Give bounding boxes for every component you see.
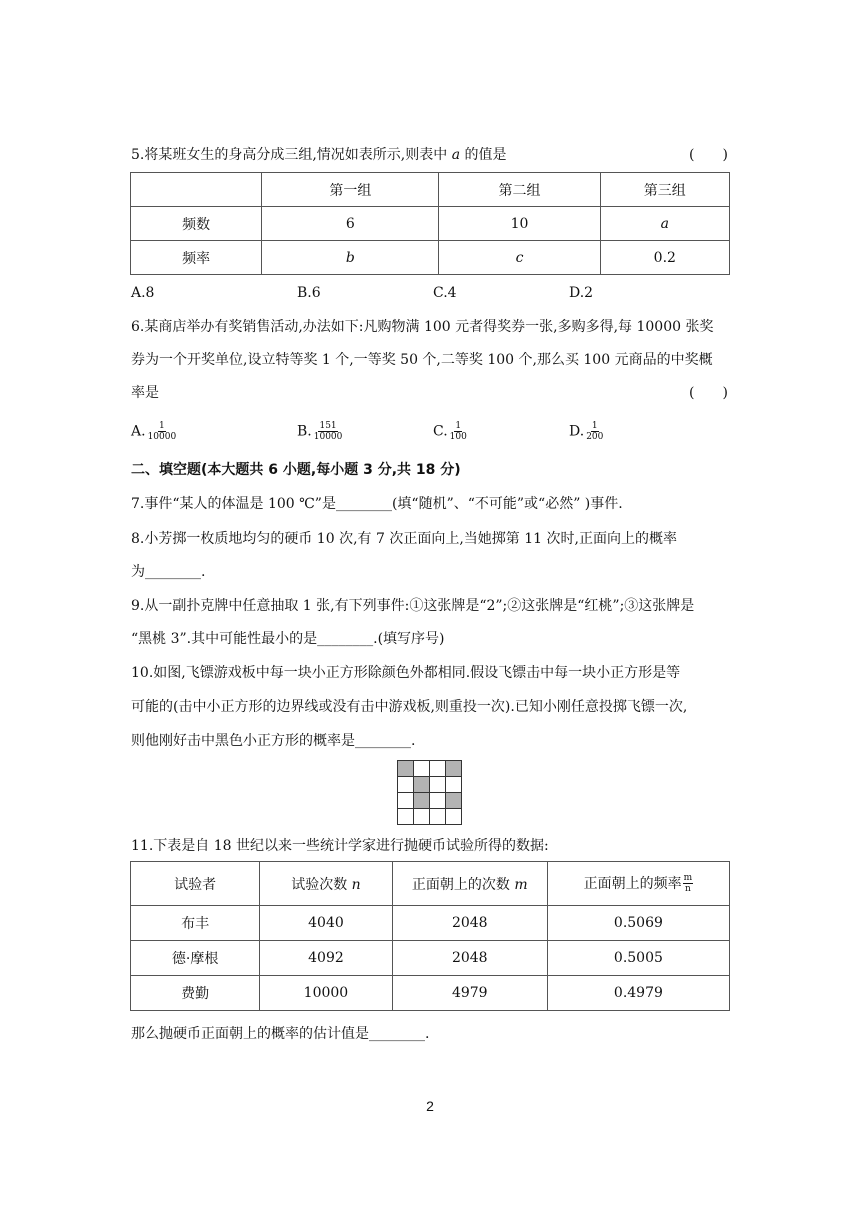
q5-table	[130, 172, 730, 275]
q11-table-cell: 0.4979	[547, 976, 729, 1011]
grid-cell-dark	[414, 777, 429, 792]
q11-after: 那么抛硬币正面朝上的概率的估计值是________.	[131, 1026, 430, 1042]
page-number: 2	[426, 1098, 434, 1114]
grid-cell-white	[430, 761, 445, 776]
q10-line2: 可能的(击中小正方形的边界线或没有击中游戏板,则重投一次).已知小刚任意投掷飞镖一次,	[131, 699, 688, 715]
grid-cell-white	[414, 809, 429, 824]
q8-line1: 8.小芳掷一枚质地均匀的硬币 10 次,有 7 次正面向上,当她掷第 11 次时,正面向上的概率	[131, 531, 677, 547]
q7-text: 7.事件“某人的体温是 100 ℃”是________(填“随机”、“不可能”或“必然” )事件.	[131, 496, 623, 512]
q11-table-cell: 德·摩根	[131, 941, 260, 976]
q5-stem: 5.将某班女生的身高分成三组,情况如表所示,则表中 a 的值是	[131, 147, 507, 163]
q5-table-cell: 10	[439, 207, 600, 241]
grid-cell-dark	[414, 793, 429, 808]
q5-option-d: D.2	[569, 285, 594, 301]
q8-line2: 为________.	[131, 564, 206, 580]
grid-cell-white	[446, 809, 461, 824]
grid-cell-white	[414, 761, 429, 776]
q11-table-cell: 布丰	[131, 906, 260, 941]
grid-cell-white	[430, 809, 445, 824]
q11-table-cell: 4092	[260, 941, 392, 976]
q11-table-cell: 10000	[260, 976, 392, 1011]
q11-table-cell: 费勤	[131, 976, 260, 1011]
q5-table-cell: b	[262, 241, 439, 275]
q5-table-cell: 0.2	[600, 241, 729, 275]
q6-line1: 6.某商店举办有奖销售活动,办法如下:凡购物满 100 元者得奖券一张,多购多得,每 10000 张奖	[131, 319, 714, 335]
q5-table-cell: a	[600, 207, 729, 241]
q5-table-cell: 6	[262, 207, 439, 241]
grid-cell-white	[398, 793, 413, 808]
q6-option-d: D. $\frac{1}{200}$	[569, 421, 604, 442]
q6-line3: 率是	[131, 385, 159, 401]
q5-option-c: C.4	[433, 285, 457, 301]
q11-table-cell: 4979	[392, 976, 547, 1011]
q11-table-cell: 0.5005	[547, 941, 729, 976]
fraction: $\frac{151}{10000}$	[313, 421, 343, 442]
q11-table-cell: 4040	[260, 906, 392, 941]
q6-option-b: B. $\frac{151}{10000}$	[297, 421, 343, 442]
fraction: $\frac{m}{n}$	[683, 873, 693, 895]
q5-table-header	[131, 173, 262, 207]
q5-table-cell: 频率	[131, 241, 262, 275]
q11-table-header: 正面朝上的频率 $\frac{m}{n}$	[547, 862, 729, 906]
q10-line3: 则他刚好击中黑色小正方形的概率是________.	[131, 733, 416, 749]
q9-line2: “黑桃 3”.其中可能性最小的是________.(填写序号)	[131, 631, 445, 647]
fraction: $\frac{1}{10000}$	[147, 421, 177, 442]
q11-table-header: 正面朝上的次数 m	[392, 862, 547, 906]
grid-cell-white	[430, 777, 445, 792]
q6-answer-paren: ( )	[689, 385, 728, 401]
q11-table	[130, 861, 730, 1011]
q5-table-header: 第三组	[600, 173, 729, 207]
q11-table-cell: 2048	[392, 906, 547, 941]
q5-answer-paren: ( )	[689, 147, 728, 163]
grid-cell-white	[398, 777, 413, 792]
q11-table-cell: 0.5069	[547, 906, 729, 941]
q9-line1: 9.从一副扑克牌中任意抽取 1 张,有下列事件:①这张牌是“2”;②这张牌是“红桃”;③这张牌是	[131, 598, 695, 614]
q5-var: a	[451, 147, 461, 163]
q11-table-cell: 2048	[392, 941, 547, 976]
q11-stem: 11.下表是自 18 世纪以来一些统计学家进行抛硬币试验所得的数据:	[131, 838, 549, 854]
q5-table-cell: c	[439, 241, 600, 275]
q11-table-header: 试验者	[131, 862, 260, 906]
q5-option-b: B.6	[297, 285, 321, 301]
fraction: $\frac{1}{200}$	[586, 421, 604, 442]
dartboard-grid	[397, 760, 462, 825]
q6-option-c: C. $\frac{1}{100}$	[433, 421, 467, 442]
grid-cell-white	[398, 809, 413, 824]
grid-cell-white	[430, 793, 445, 808]
grid-cell-dark	[446, 793, 461, 808]
grid-cell-dark	[446, 761, 461, 776]
q5-option-a: A.8	[131, 285, 155, 301]
fraction: $\frac{1}{100}$	[449, 421, 467, 442]
q6-line2: 券为一个开奖单位,设立特等奖 1 个,一等奖 50 个,二等奖 100 个,那么买 100 元商品的中奖概	[131, 352, 713, 368]
q5-table-cell: 频数	[131, 207, 262, 241]
grid-cell-dark	[398, 761, 413, 776]
q5-table-header: 第一组	[262, 173, 439, 207]
q6-option-a: A. $\frac{1}{10000}$	[131, 421, 177, 442]
q11-table-header: 试验次数 n	[260, 862, 392, 906]
q10-line1: 10.如图,飞镖游戏板中每一块小正方形除颜色外都相同.假设飞镖击中每一块小正方形是等	[131, 665, 681, 681]
grid-cell-white	[446, 777, 461, 792]
q5-table-header: 第二组	[439, 173, 600, 207]
section-heading: 二、填空题(本大题共 6 小题,每小题 3 分,共 18 分)	[131, 462, 461, 478]
